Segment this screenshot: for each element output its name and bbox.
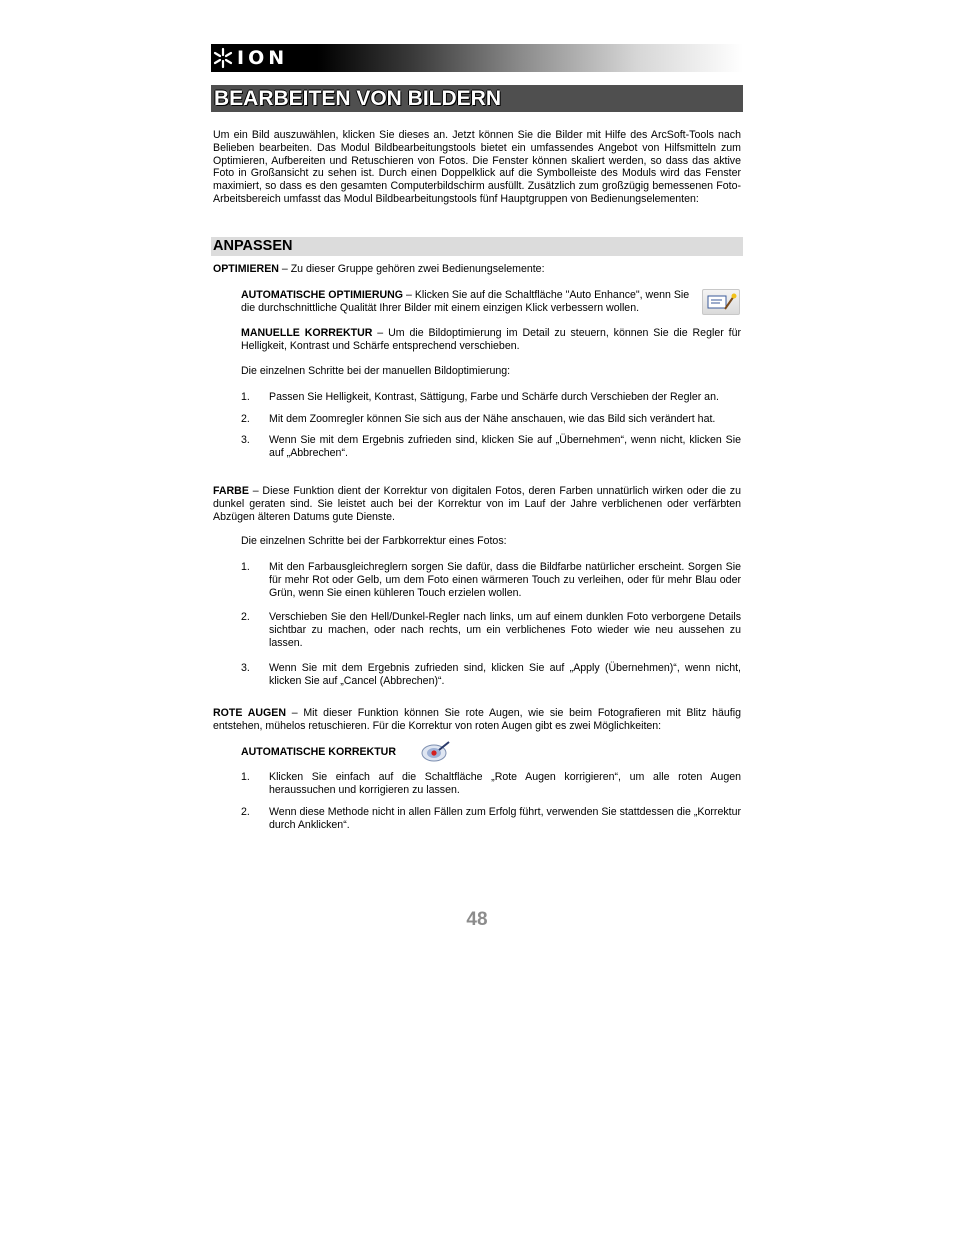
page-number: 48 (466, 909, 488, 930)
manual-steps-intro: Die einzelnen Schritte bei der manuellen Bildoptimierung: (241, 365, 511, 377)
list-item: Wenn diese Methode nicht in allen Fällen zum Erfolg führt, verwenden Sie stattdessen die „Korrektur durch Anklicken“. (269, 806, 741, 831)
optimieren-text: – Zu dieser Gruppe gehören zwei Bedienungselemente: (278, 263, 545, 275)
optimieren-label: OPTIMIEREN (213, 263, 279, 275)
intro-paragraph: Um ein Bild auszuwählen, klicken Sie dieses an. Jetzt können Sie die Bilder mit Hilfe des ArcSoft-Tools nach Belieben bearbeiten. Das Modul Bildbearbeitungstools bietet ein umfassendes Angebot von Hilfsmitteln zum Optimieren, Aufbereiten und Retuschieren von Fotos. Die Fenster können skaliert werden, so dass das aktive Foto in Großansicht zu sehen ist. Durch einen Doppelklick auf die Symbolleiste des Moduls wird das Fenster maximiert, so dass es den gesamten Computerbildschirm ausfüllt. Zusätzlich zum großzügig bemessenen Foto-Arbeitsbereich umfasst das Modul Bildbearbeitungstools fünf Hauptgruppen von Bedienungselementen: (213, 129, 741, 205)
list-item: Mit den Farbausgleichreglern sorgen Sie dafür, dass die Bildfarbe natürlicher erscheint. Sorgen Sie für mehr Rot oder Gelb, um dem Foto einen wärmeren Touch zu verleihen, oder für mehr Blau oder Grün, wenn Sie einen kühleren Touch erzielen wollen. (269, 561, 741, 599)
auto-opt-text: – Klicken Sie auf die Schaltfläche "Auto Enhance", wenn Sie die durchschnittliche Qualität Ihrer Bilder mit einem einzigen Klick verbessern wollen. (241, 289, 690, 314)
list-number: 2. (241, 413, 250, 425)
brand-logo (212, 46, 288, 70)
list-number: 3. (241, 434, 250, 446)
list-number: 1. (241, 391, 250, 403)
farbe-label: FARBE (213, 485, 249, 497)
list-item: Klicken Sie einfach auf die Schaltfläche „Rote Augen korrigieren“, um alle roten Augen heraussuchen und korrigieren zu lassen. (269, 771, 741, 796)
brand-name: ION (237, 46, 289, 69)
manual-text: – Um die Bildoptimierung im Detail zu steuern, können Sie die Regler für Helligkeit, Kontrast und Schärfe entsprechend verschieben. (241, 327, 741, 352)
auto-korrektur-label: AUTOMATISCHE KORREKTUR (241, 746, 396, 758)
list-item: Wenn Sie mit dem Ergebnis zufrieden sind, klicken Sie auf „Apply (Übernehmen)“, wenn nicht, klicken Sie auf „Cancel (Abbrechen)“. (269, 662, 741, 687)
list-number: 1. (241, 771, 250, 783)
manual-paragraph (241, 327, 741, 353)
section-bar (211, 237, 743, 256)
list-number: 2. (241, 806, 250, 818)
list-item: Passen Sie Helligkeit, Kontrast, Sättigung, Farbe und Schärfe durch Verschieben der Regler an. (269, 391, 719, 403)
auto-opt-paragraph (241, 289, 693, 315)
farbe-steps-intro: Die einzelnen Schritte bei der Farbkorrektur eines Fotos: (241, 535, 507, 547)
starburst-icon (212, 47, 234, 69)
list-item: Verschieben Sie den Hell/Dunkel-Regler nach links, um auf einem dunklen Foto verborgene Details sichtbar zu machen, oder nach rechts, um ein verblichenes Foto wieder wie neu aussehen zu lassen. (269, 611, 741, 649)
farbe-text: – Diese Funktion dient der Korrektur von digitalen Fotos, deren Farben unnatürlich wirken oder die zu dunkel geraten sind. Sie leistet auch bei der Korrektur von im Lauf der Jahre verblichenen oder verfärbten Abzügen älteren Datums gute Dienste. (213, 485, 741, 523)
rote-augen-paragraph (213, 707, 741, 733)
page-title: BEARBEITEN VON BILDERN (214, 87, 502, 110)
section-heading: ANPASSEN (213, 238, 293, 254)
farbe-paragraph (213, 485, 741, 523)
rote-augen-text: – Mit dieser Funktion können Sie rote Augen, wie sie beim Fotografieren mit Blitz häufig entstehen, mühelos retuschieren. Für die Korrektur von roten Augen gibt es zwei Möglichkeiten: (213, 707, 741, 732)
auto-opt-label: AUTOMATISCHE OPTIMIERUNG (241, 289, 404, 301)
rote-augen-label: ROTE AUGEN (213, 707, 287, 719)
red-eye-icon (419, 740, 451, 764)
list-number: 1. (241, 561, 250, 573)
optimieren-paragraph (213, 263, 741, 276)
title-bar (211, 85, 743, 112)
header-bar (211, 44, 743, 72)
list-number: 3. (241, 662, 250, 674)
list-item: Mit dem Zoomregler können Sie sich aus der Nähe anschauen, wie das Bild sich verändert hat. (269, 413, 716, 425)
manual-label: MANUELLE KORREKTUR (241, 327, 373, 339)
list-number: 2. (241, 611, 250, 623)
auto-enhance-icon (702, 289, 740, 315)
list-item: Wenn Sie mit dem Ergebnis zufrieden sind, klicken Sie auf „Übernehmen“, wenn nicht, klicken Sie auf „Abbrechen“. (269, 434, 741, 459)
